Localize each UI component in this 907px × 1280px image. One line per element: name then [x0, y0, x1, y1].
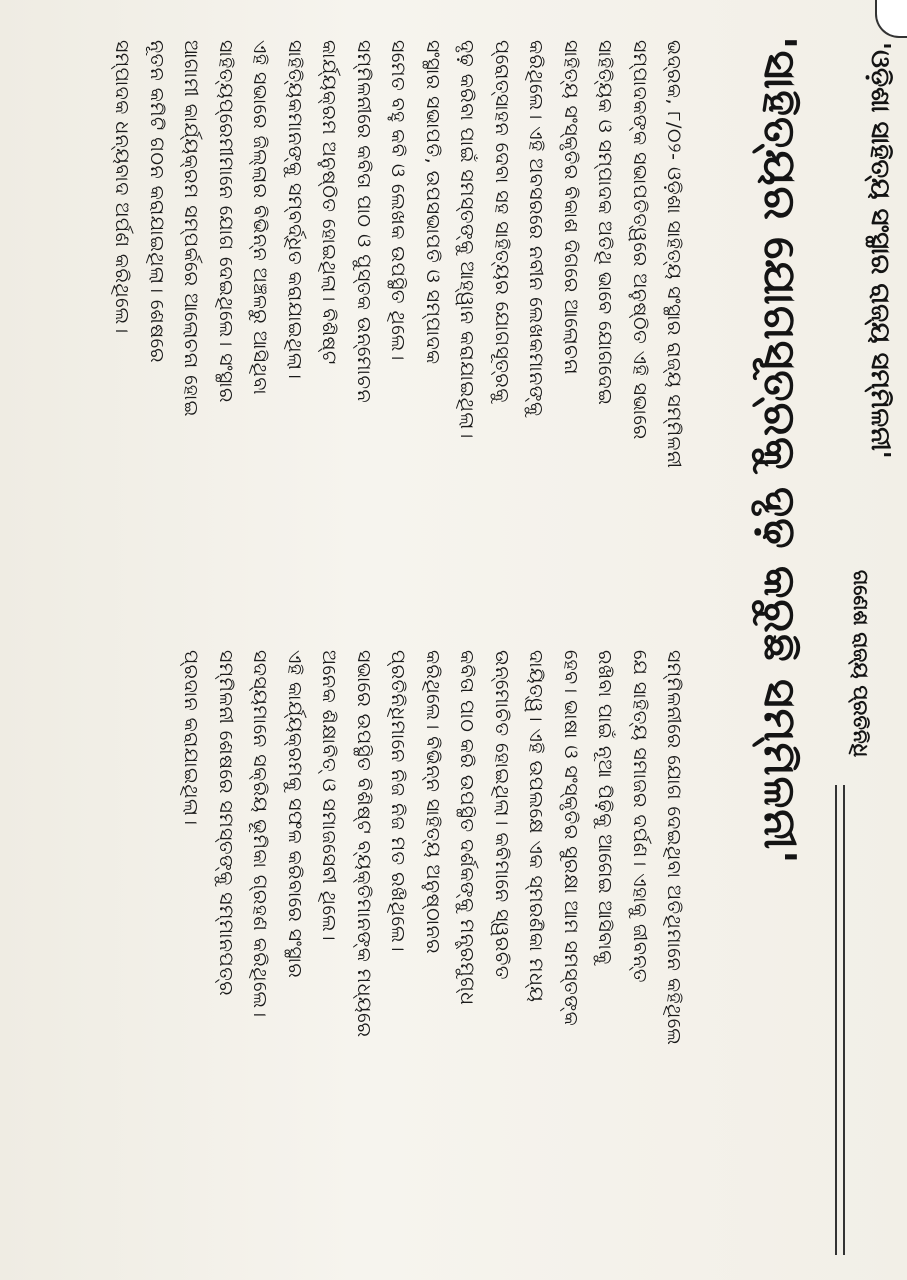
- column-line: ସମ୍ପାଦକ ଧନ୍ୟବାଦ ଅର୍ପଣ କରିଥିଲେ।: [111, 40, 133, 334]
- column-line: ସଂସ୍ଥାର ସଭାପତି, ଉପସଭାପତି ଓ ସମ୍ପାଦକ: [421, 40, 444, 365]
- column-line: ସମ୍ମିଳନୀରେ କବିତା ପାଠ ଓ ପୁସ୍ତକ ଉନ୍ମୋଚନ: [352, 40, 375, 404]
- column-line: ସମେତ ବହୁ କବି ଓ ଲେଖକ ଉପସ୍ଥିତ ଥିଲେ।: [387, 40, 409, 361]
- column-line: ପ୍ରତିନିଧିମାନେ ନିଜ ନିଜ ମତ ରଖିଥିଲେ।: [387, 650, 409, 953]
- column-line: ସାହିତ୍ୟ ସଂସ୍କୃତିର ବିକାଶ ଦିଗରେ ଆଲୋଚନା: [559, 40, 582, 375]
- column-line: ସଭାରେ ଉପସ୍ଥିତ ବିଶିଷ୍ଟ ବ୍ୟକ୍ତିମାନଙ୍କ ମଧ୍ୟରେ: [352, 650, 375, 1038]
- column-line: କାର୍ଯ୍ୟକ୍ରମ ଅନୁଷ୍ଠିତ ହୋଇଥିଲା। ବିଶିଷ୍ଟ: [318, 40, 340, 365]
- column-line: ସମ୍ପାଦକଙ୍କ ସଭାପତିତ୍ୱରେ ଅନୁଷ୍ଠିତ ଏହି ସଭାରେ: [628, 40, 651, 440]
- column-line: ଯେ ସାହିତ୍ୟ ସମାଜର ଦର୍ପଣ। ଏହାକୁ ଜୀବନ୍ତ: [628, 650, 651, 983]
- column-line: ଭଦ୍ରକ, ୮/୦୨- ଓଡ଼ିଶା ସାହିତ୍ୟ ସଂସ୍ଥାର ରାଜ୍ୟ ସମ୍ମିଳନୀ: [663, 40, 685, 469]
- article-headline: 'ସାହିତ୍ୟର ଯୋଗସୂତ୍ରକୁ ଦୃଢ଼ କରୁଛି ସମ୍ମିଳନୀ': [754, 36, 805, 865]
- article-kicker: 'ଓଡ଼ିଶା ସାହିତ୍ୟ ସଂସ୍ଥାର ରାଜ୍ୟ ସମ୍ମିଳନୀ': [865, 42, 895, 459]
- column-line: ଦୃଢ଼ କରିବା ପାଇଁ ସମସ୍ତଙ୍କୁ ଆହ୍ୱାନ କରାଯାଇଥିଲା।: [456, 40, 478, 439]
- column-line: ଉନ୍ମୋଚିତ ହୋଇଥିଲା। କବିମାନେ ସ୍ୱରଚିତ: [490, 650, 513, 980]
- column-line: ଏହି କାର୍ଯ୍ୟକ୍ରମକୁ ସଫଳ କରିବାରେ ସଂସ୍ଥାର: [283, 650, 306, 979]
- column-line: ଅନେକ ଶିକ୍ଷାବିତ୍ ଓ ସମାଜସେବୀ ଥିଲେ।: [318, 650, 340, 942]
- column-line: ସଦସ୍ୟମାନେ ସକ୍ରିୟ ଭୂମିକା ଗ୍ରହଣ କରିଥିଲେ।: [249, 650, 271, 1018]
- column-line: ହେବ। ଭାଷା ଓ ସଂସ୍କୃତିର ସୁରକ୍ଷା ଆମ ସମସ୍ତଙ୍କ: [559, 650, 582, 1027]
- column-line: ରଖିବା ପାଇଁ ନୂଆ ପିଢ଼ିକୁ ଆଗେଇ ଆସିବାକୁ: [594, 650, 616, 965]
- column-line: ସାହିତ୍ୟପ୍ରେମୀମାନେ ଯୋଗ ଦେଇଥିଲେ। ସଂସ୍ଥାର: [214, 40, 237, 403]
- column-line: ସାହିତ୍ୟିକ ଓ ସମ୍ପାଦକ ଅତିଥି ଭାବେ ଯୋଗଦେଇ: [594, 40, 616, 406]
- column-line: ସମ୍ମିଳନୀରେ ଯୋଗ ଦେଇଥିବା ଅତିଥିମାନେ କହିଥିଲେ: [663, 650, 685, 1046]
- column-line: ପ୍ରଦାନ କରାଯାଇଥିଲା।: [180, 650, 202, 826]
- column-line: ସମ୍ମିଳନୀ ଶେଷରେ ସମସ୍ତଙ୍କୁ ସମ୍ମାନପତ୍ର: [214, 650, 237, 997]
- column-line: ଦାୟିତ୍ୱ। ଏହି ଉପଲକ୍ଷେ ଏକ ସ୍ମରଣିକା ମଧ୍ୟ: [525, 650, 547, 1003]
- column-line: ନୂତନ କମିଟି ଗଠନ କରାଯାଇଥିଲା। ଶେଷରେ: [145, 40, 168, 364]
- column-line: କବିତା ପାଠ କରି ଉପସ୍ଥିତ ଦର୍ଶକଙ୍କୁ ମନ୍ତ୍ରମୁଗ୍ଧ: [456, 650, 478, 1006]
- column-line: ସାହିତ୍ୟିକମାନଙ୍କୁ ସମ୍ବର୍ଦ୍ଧିତ କରାଯାଇଥିଲା।: [283, 40, 306, 380]
- column-line: କରିଥିଲେ। ବିଭିନ୍ନ ସାହିତ୍ୟ ଅନୁଷ୍ଠାନର: [421, 650, 444, 955]
- column-line: କରିଥିଲେ। ଏହି ଅବସରରେ ନବୀନ ଲେଖକମାନଙ୍କୁ: [525, 40, 547, 417]
- byline-rule: [835, 785, 845, 1255]
- column-line: ଆଗାମୀ କାର୍ଯ୍ୟକ୍ରମ ସମ୍ପର୍କରେ ଆଲୋଚନା ହୋଇ: [180, 40, 202, 417]
- column-line: ଏହି ସଭାରେ ଜିଲ୍ଲାର ବିଭିନ୍ନ ଅଞ୍ଚଳରୁ ଆସିଥିବା: [249, 40, 271, 396]
- column-line: ପ୍ରୋତ୍ସାହନ ଦେବା ସହ ସାହିତ୍ୟର ଯୋଗସୂତ୍ରକୁ: [490, 40, 513, 403]
- article-byline: ଗଣେଶ ରାଜ୍ୟ ପ୍ରତିନିଧି: [849, 570, 873, 758]
